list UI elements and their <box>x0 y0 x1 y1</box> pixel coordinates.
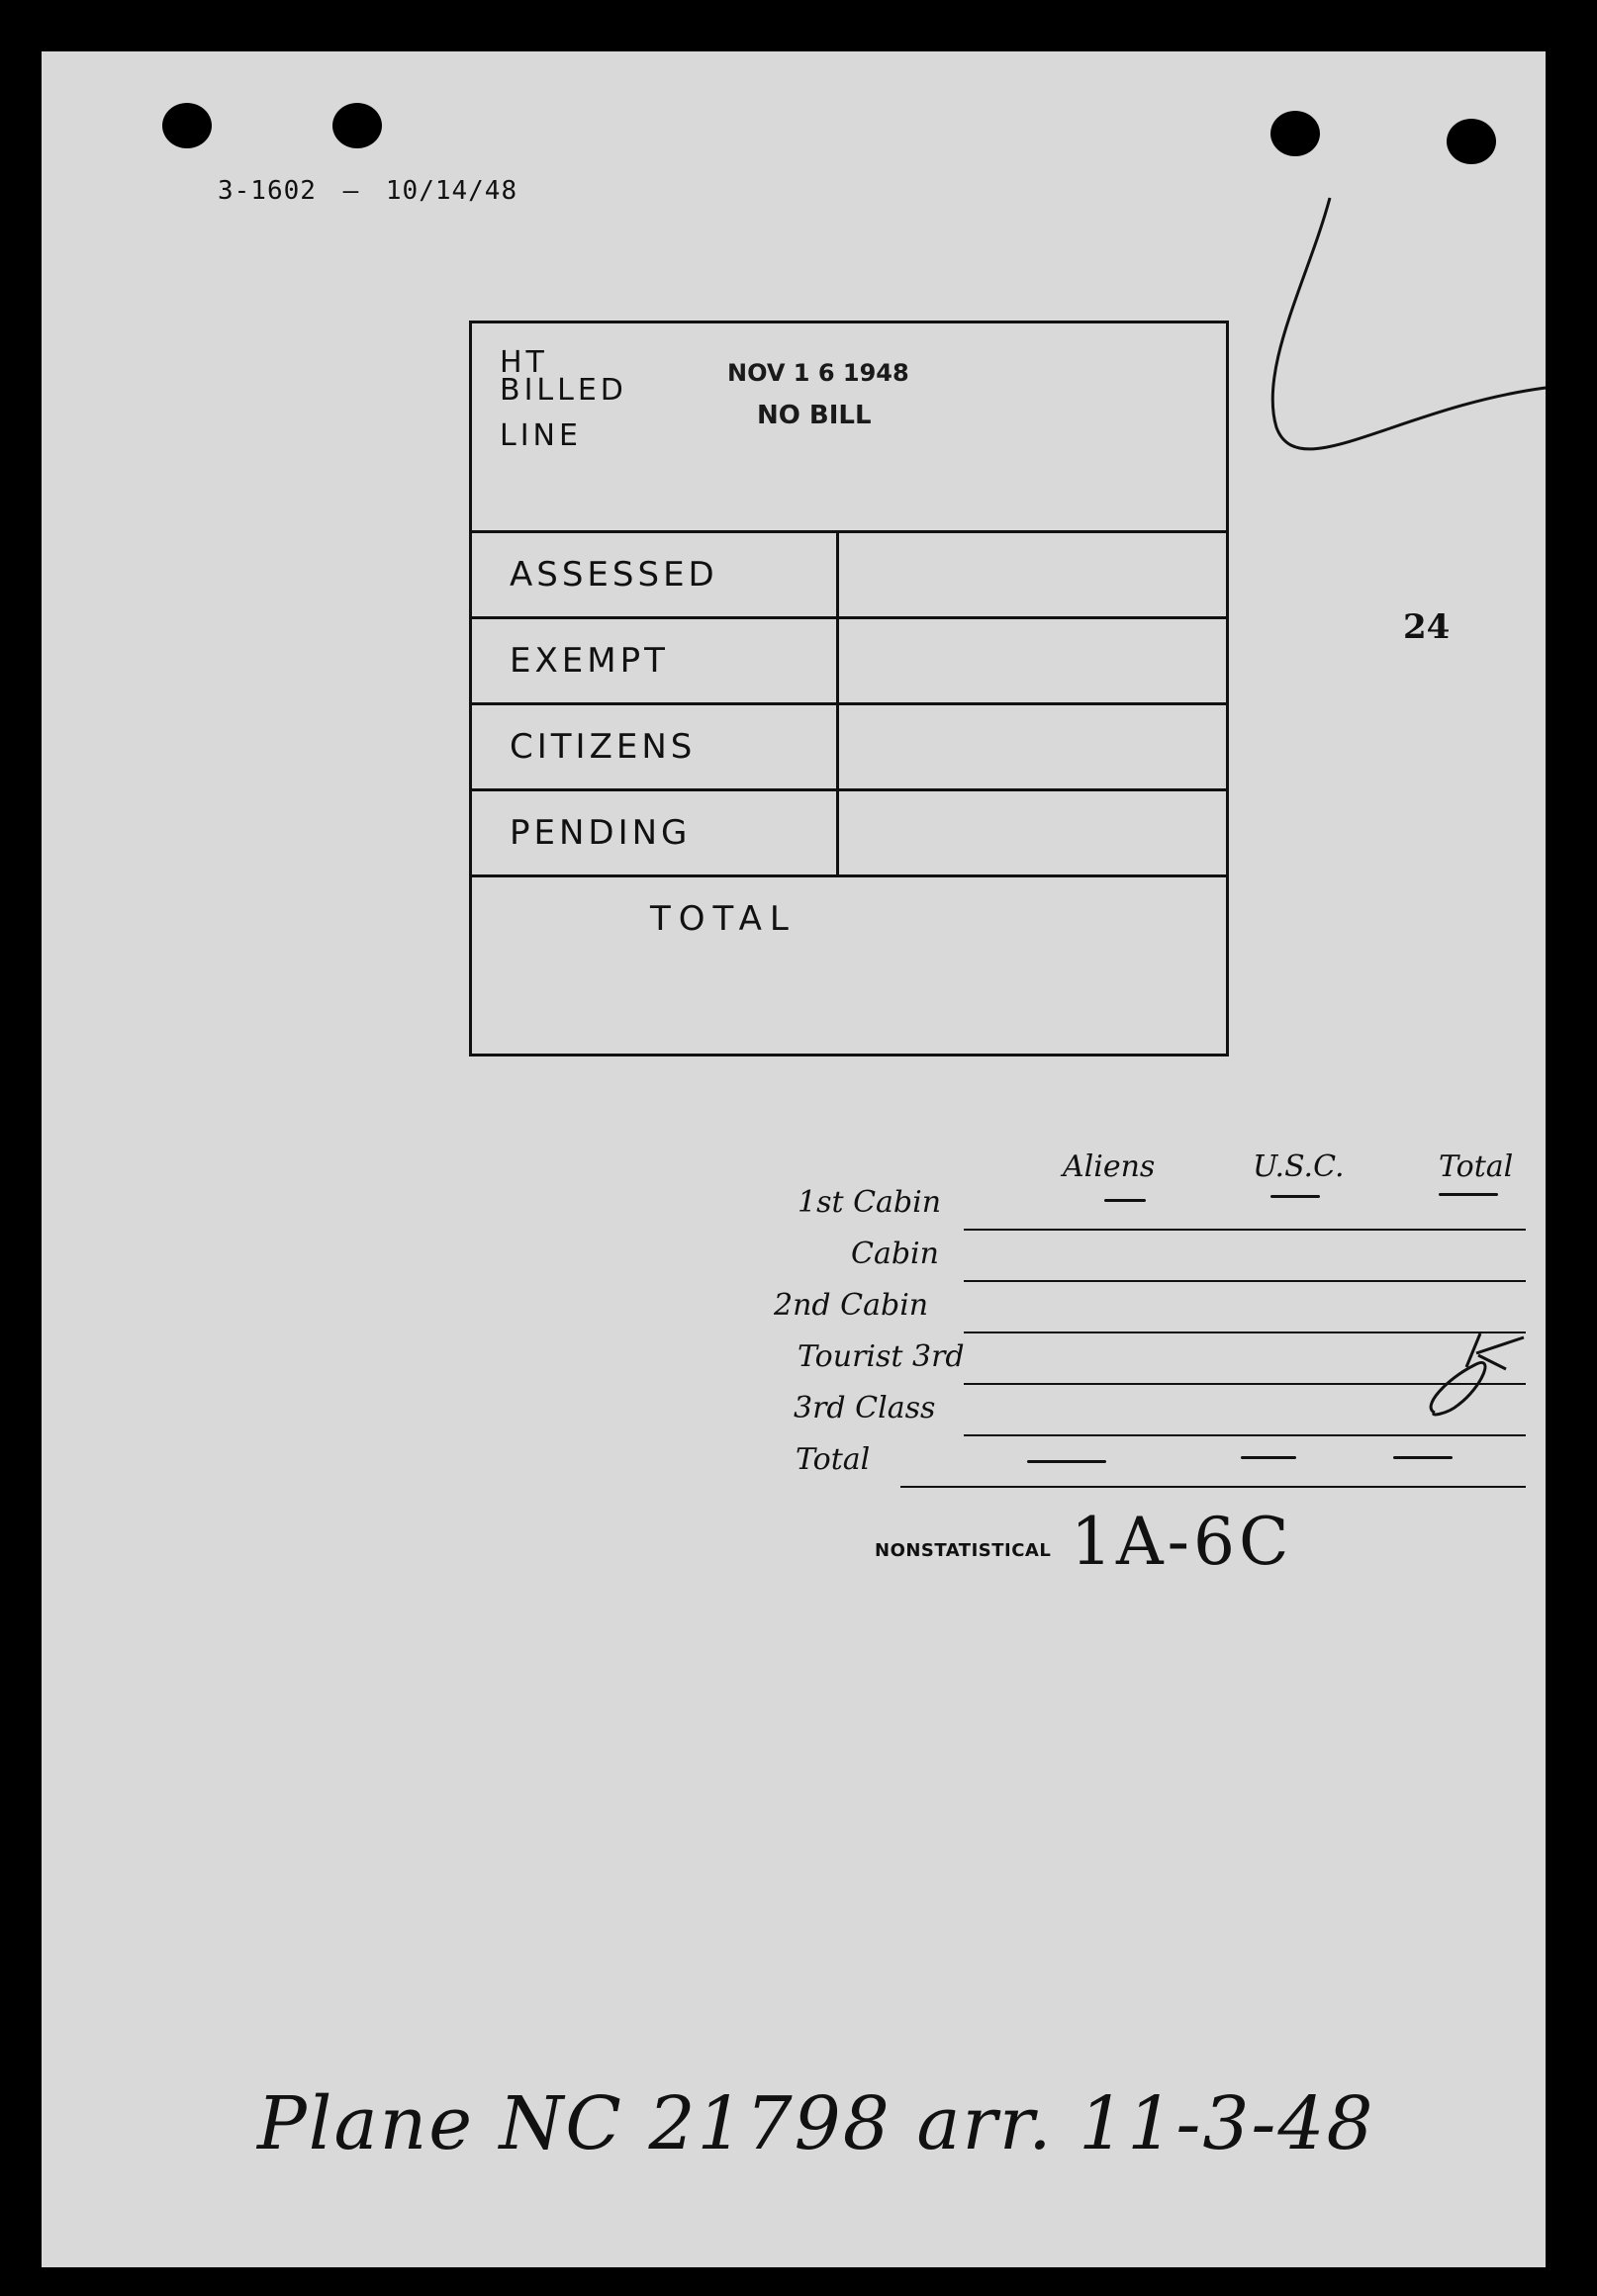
dash-total <box>1439 1193 1498 1196</box>
stamp-row-label: EXEMPT <box>510 641 669 681</box>
stamp-row-assessed <box>472 533 1226 619</box>
dash-aliens <box>1104 1199 1146 1202</box>
row-line <box>900 1486 1526 1488</box>
stamp-line-ht: HT <box>500 345 548 380</box>
stamp-row-exempt <box>472 619 1226 705</box>
table-row-tourist-3rd <box>774 1339 1526 1391</box>
table-row-2nd-cabin <box>774 1288 1526 1339</box>
stamp-row-divider <box>836 533 839 616</box>
column-header-aliens: Aliens <box>1063 1149 1156 1184</box>
stamp-row-pending <box>472 791 1226 877</box>
stamp-row-divider <box>836 619 839 702</box>
nonstatistical-stamp: NONSTATISTICAL <box>875 1540 1052 1561</box>
document-page <box>42 51 1546 2267</box>
check-mark-icon <box>1219 190 1555 506</box>
billing-stamp-box <box>469 321 1229 1056</box>
stamp-row-divider <box>836 791 839 874</box>
row-label: 2nd Cabin <box>774 1288 929 1323</box>
stamp-row-label: CITIZENS <box>510 727 697 767</box>
header-dash: — <box>342 176 360 206</box>
stamp-row-total <box>472 877 1226 1056</box>
row-label: 1st Cabin <box>798 1185 942 1220</box>
row-label: 3rd Class <box>794 1391 936 1425</box>
row-line <box>964 1280 1526 1282</box>
no-bill-stamp: NO BILL <box>757 401 872 430</box>
punch-hole-4 <box>1447 119 1496 164</box>
stamp-total-label: TOTAL <box>650 899 797 939</box>
date-stamp: NOV 1 6 1948 <box>727 359 909 387</box>
file-date: 10/14/48 <box>385 176 518 206</box>
footer-note: Plane NC 21798 arr. 11-3-48 <box>257 2081 1375 2166</box>
table-row-cabin <box>774 1237 1526 1288</box>
column-header-total: Total <box>1439 1149 1514 1184</box>
classification-code: 1A-6C <box>1071 1504 1293 1580</box>
stamp-row-label: ASSESSED <box>510 555 718 595</box>
row-line <box>964 1434 1526 1436</box>
scribble-check-icon <box>1417 1324 1526 1423</box>
table-row-3rd-class <box>774 1391 1526 1442</box>
dash-usc <box>1241 1456 1296 1459</box>
row-line <box>964 1229 1526 1231</box>
row-label: Tourist 3rd <box>798 1339 965 1374</box>
punch-hole-3 <box>1270 111 1320 156</box>
dash-aliens <box>1027 1460 1106 1463</box>
file-number: 3-1602 <box>218 176 317 206</box>
passenger-table <box>774 1149 1526 1515</box>
punch-hole-2 <box>332 103 382 148</box>
table-row-1st-cabin <box>774 1185 1526 1237</box>
row-label: Cabin <box>851 1237 939 1271</box>
column-header-usc: U.S.C. <box>1253 1149 1345 1184</box>
stamp-line-billed: BILLED <box>500 373 627 408</box>
dash-usc <box>1270 1195 1320 1198</box>
dash-total <box>1393 1456 1453 1459</box>
row-label: Total <box>796 1442 871 1477</box>
stamp-line-line: LINE <box>500 418 582 453</box>
page-number: 24 <box>1403 607 1451 647</box>
table-row-total <box>774 1442 1526 1494</box>
stamp-row-label: PENDING <box>510 813 692 853</box>
stamp-row-citizens <box>472 705 1226 791</box>
file-reference <box>218 176 517 206</box>
billing-stamp-header <box>472 323 1226 533</box>
stamp-row-divider <box>836 705 839 788</box>
punch-hole-1 <box>162 103 212 148</box>
